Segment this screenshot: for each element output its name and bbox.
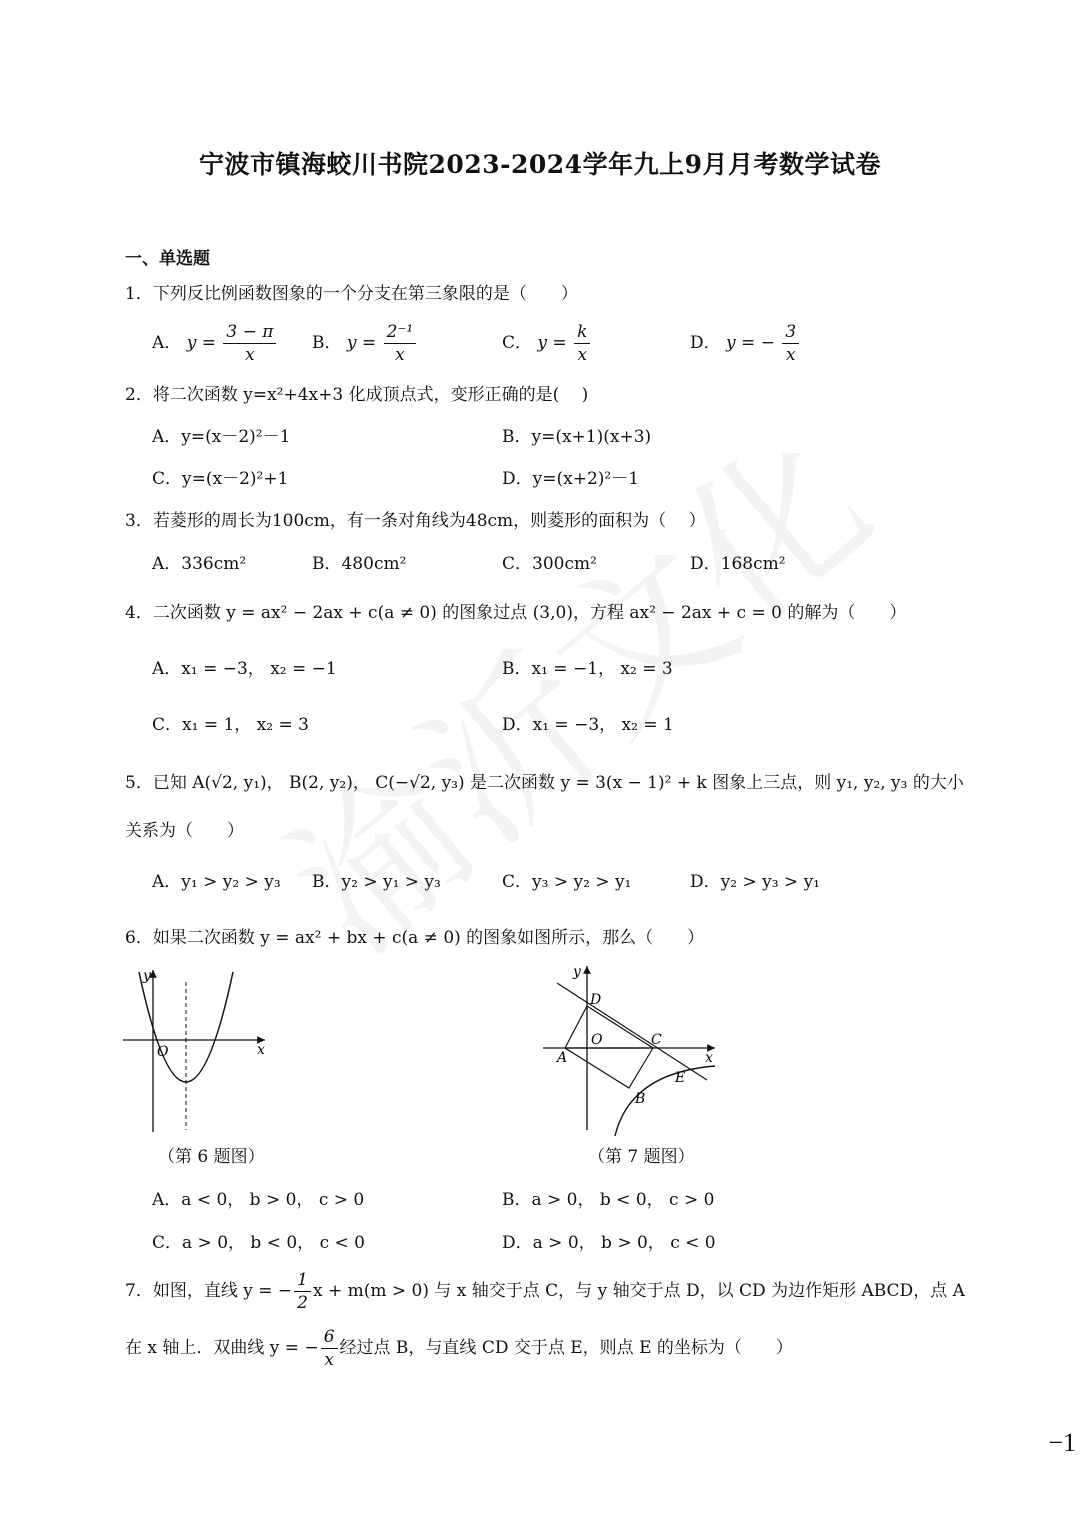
q1-option-d: D． y = − $\frac{3}{x}$ xyxy=(690,320,801,366)
origin-label: O xyxy=(157,1044,169,1060)
q3-option-c: C．300cm² xyxy=(502,554,597,574)
point-c-label: C xyxy=(651,1032,662,1048)
line-cd xyxy=(557,983,707,1080)
q3-option-d: D．168cm² xyxy=(690,554,786,574)
q5-stem-line1: 5．已知 A(√2, y₁)， B(2, y₂)， C(−√2, y₃) 是二次函数 y = 3(x − 1)² + k 图象上三点，则 y₁, y₂, y₃ 的大小 xyxy=(125,773,964,793)
q1-option-a: A． y = $\frac{3 - \pi}{x}$ xyxy=(152,320,278,366)
fig7-caption: （第 7 题图） xyxy=(588,1147,695,1167)
figure-7-rectangle-hyperbola xyxy=(535,958,725,1138)
q2-option-a: A．y=(x－2)²－1 xyxy=(152,427,291,447)
q6-option-d: D．a > 0， b > 0， c < 0 xyxy=(502,1233,716,1253)
q3-option-a: A．336cm² xyxy=(152,554,247,574)
q5-option-c: C．y₃ > y₂ > y₁ xyxy=(502,872,632,892)
rectangle-abcd xyxy=(565,1006,653,1088)
q1-option-c: C． y = $\frac{k}{x}$ xyxy=(502,320,592,366)
q1-stem: 1．下列反比例函数图象的一个分支在第三象限的是（ ） xyxy=(125,284,578,304)
q4-stem: 4．二次函数 y = ax² − 2ax + c(a ≠ 0) 的图象过点 (3,0)，方程 ax² − 2ax + c = 0 的解为（ ） xyxy=(125,603,907,623)
point-a-label: A xyxy=(557,1050,568,1066)
q4-option-b: B．x₁ = −1， x₂ = 3 xyxy=(502,659,673,679)
hyperbola-branch xyxy=(615,1066,715,1136)
q6-option-a: A．a < 0， b > 0， c > 0 xyxy=(152,1190,365,1210)
fig6-caption: （第 6 题图） xyxy=(158,1147,265,1167)
q4-option-c: C．x₁ = 1， x₂ = 3 xyxy=(152,715,309,735)
x-label: x xyxy=(705,1050,713,1066)
q6-stem: 6．如果二次函数 y = ax² + bx + c(a ≠ 0) 的图象如图所示，那么（ ） xyxy=(125,928,705,948)
q2-option-d: D．y=(x+2)²－1 xyxy=(502,469,640,489)
page-number: −1 xyxy=(1048,1428,1076,1457)
x-label: x xyxy=(257,1042,265,1058)
figure-6-parabola xyxy=(115,962,280,1137)
q3-stem: 3．若菱形的周长为100cm，有一条对角线为48cm，则菱形的面积为（ ） xyxy=(125,511,706,531)
watermark xyxy=(231,370,909,995)
q7-stem-line2: 在 x 轴上．双曲线 y = − $\frac{6}{x}$ 经过点 B，与直线 CD 交于点 E，则点 E 的坐标为（ ） xyxy=(125,1327,793,1370)
q2-option-b: B．y=(x+1)(x+3) xyxy=(502,427,652,447)
q4-option-a: A．x₁ = −3， x₂ = −1 xyxy=(152,659,337,679)
q5-option-a: A．y₁ > y₂ > y₃ xyxy=(152,872,281,892)
q7-stem-line1: 7．如图，直线 y = − $\frac{1}{2}$ x + m(m > 0) 与 x 轴交于点 C，与 y 轴交于点 D，以 CD 为边作矩形 ABCD，点 A xyxy=(125,1270,965,1313)
q6-option-c: C．a > 0， b < 0， c < 0 xyxy=(152,1233,365,1253)
y-label: y xyxy=(573,964,581,980)
q2-option-c: C．y=(x－2)²+1 xyxy=(152,469,289,489)
q2-stem: 2．将二次函数 y=x²+4x+3 化成顶点式，变形正确的是( ) xyxy=(125,385,589,405)
q5-option-d: D．y₂ > y₃ > y₁ xyxy=(690,872,820,892)
q6-option-b: B．a > 0， b < 0， c > 0 xyxy=(502,1190,715,1210)
q1-option-b: B． y = $\frac{\text{2⁻¹}}{x}$ xyxy=(312,320,418,366)
q4-option-d: D．x₁ = −3， x₂ = 1 xyxy=(502,715,674,735)
q5-option-b: B．y₂ > y₁ > y₃ xyxy=(312,872,441,892)
page-title: 宁波市镇海蛟川书院2023-2024学年九上9月月考数学试卷 xyxy=(199,150,881,179)
q3-option-b: B．480cm² xyxy=(312,554,407,574)
point-b-label: B xyxy=(635,1091,646,1107)
point-d-label: D xyxy=(590,992,602,1008)
q5-stem-line2: 关系为（ ） xyxy=(125,821,244,841)
y-label: y xyxy=(143,968,151,984)
section-heading: 一、单选题 xyxy=(125,249,210,269)
origin-label: O xyxy=(591,1032,603,1048)
point-e-label: E xyxy=(675,1070,686,1086)
